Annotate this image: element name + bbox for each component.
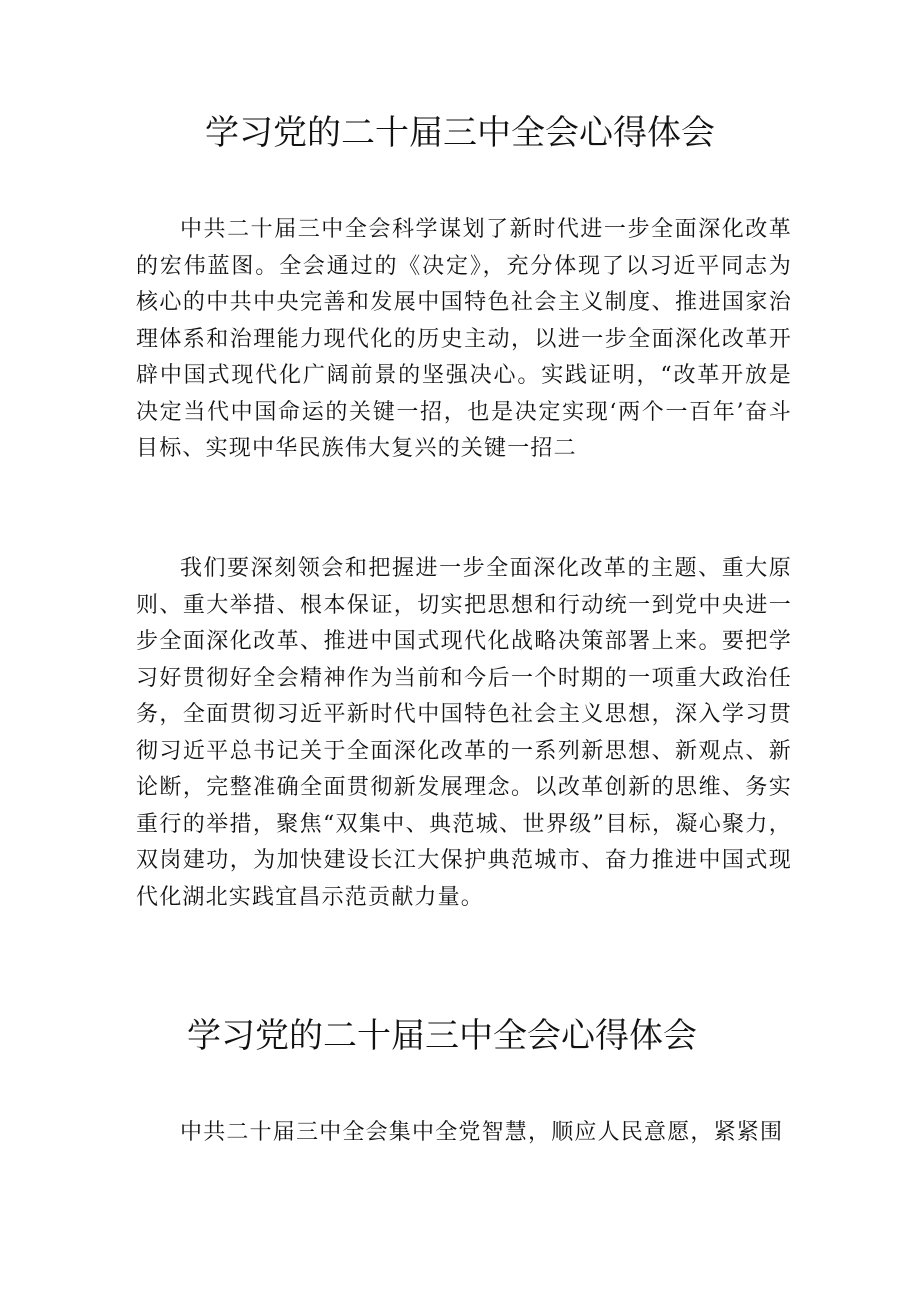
body-paragraph: 中共二十届三中全会科学谋划了新时代进一步全面深化改革的宏伟蓝图。全会通过的《决定》，充分体现了以习近平同志为核心的中共中央完善和发展中国特色社会主义制度、推进国家治理体系和治理能力现代化的历史主动，以进一步全面深化改革开辟中国式现代化广阔前景的坚强决心。实践证明，“改革开放是决定当代中国命运的关键一招，也是决定实现‘两个一百年’奋斗目标、实现中华民族伟大复兴的关键一招二: [136, 217, 792, 461]
body-paragraph: 中共二十届三中全会集中全党智慧，顺应人民意愿，紧紧围: [180, 1120, 784, 1145]
body-paragraph: 我们要深刻领会和把握进一步全面深化改革的主题、重大原则、重大举措、根本保证，切实把思想和行动统一到党中央进一步全面深化改革、推进中国式现代化战略决策部署上来。要把学习好贯彻好全会精神作为当前和今后一个时期的一项重大政治任务，全面贯彻习近平新时代中国特色社会主义思想，深入学习贯彻习近平总书记关于全面深化改革的一系列新思想、新观点、新论断，完整准确全面贯彻新发展理念。以改革创新的思维、务实重行的举措，聚焦“双集中、典范城、世界级”目标，凝心聚力，双岗建功，为加快建设长江大保护典范城市、奋力推进中国式现代化湖北实践宜昌示范贡献力量。: [136, 556, 792, 910]
article-title: 学习党的二十届三中全会心得体会: [205, 113, 715, 153]
second-article-title: 学习党的二十届三中全会心得体会: [187, 1016, 697, 1056]
